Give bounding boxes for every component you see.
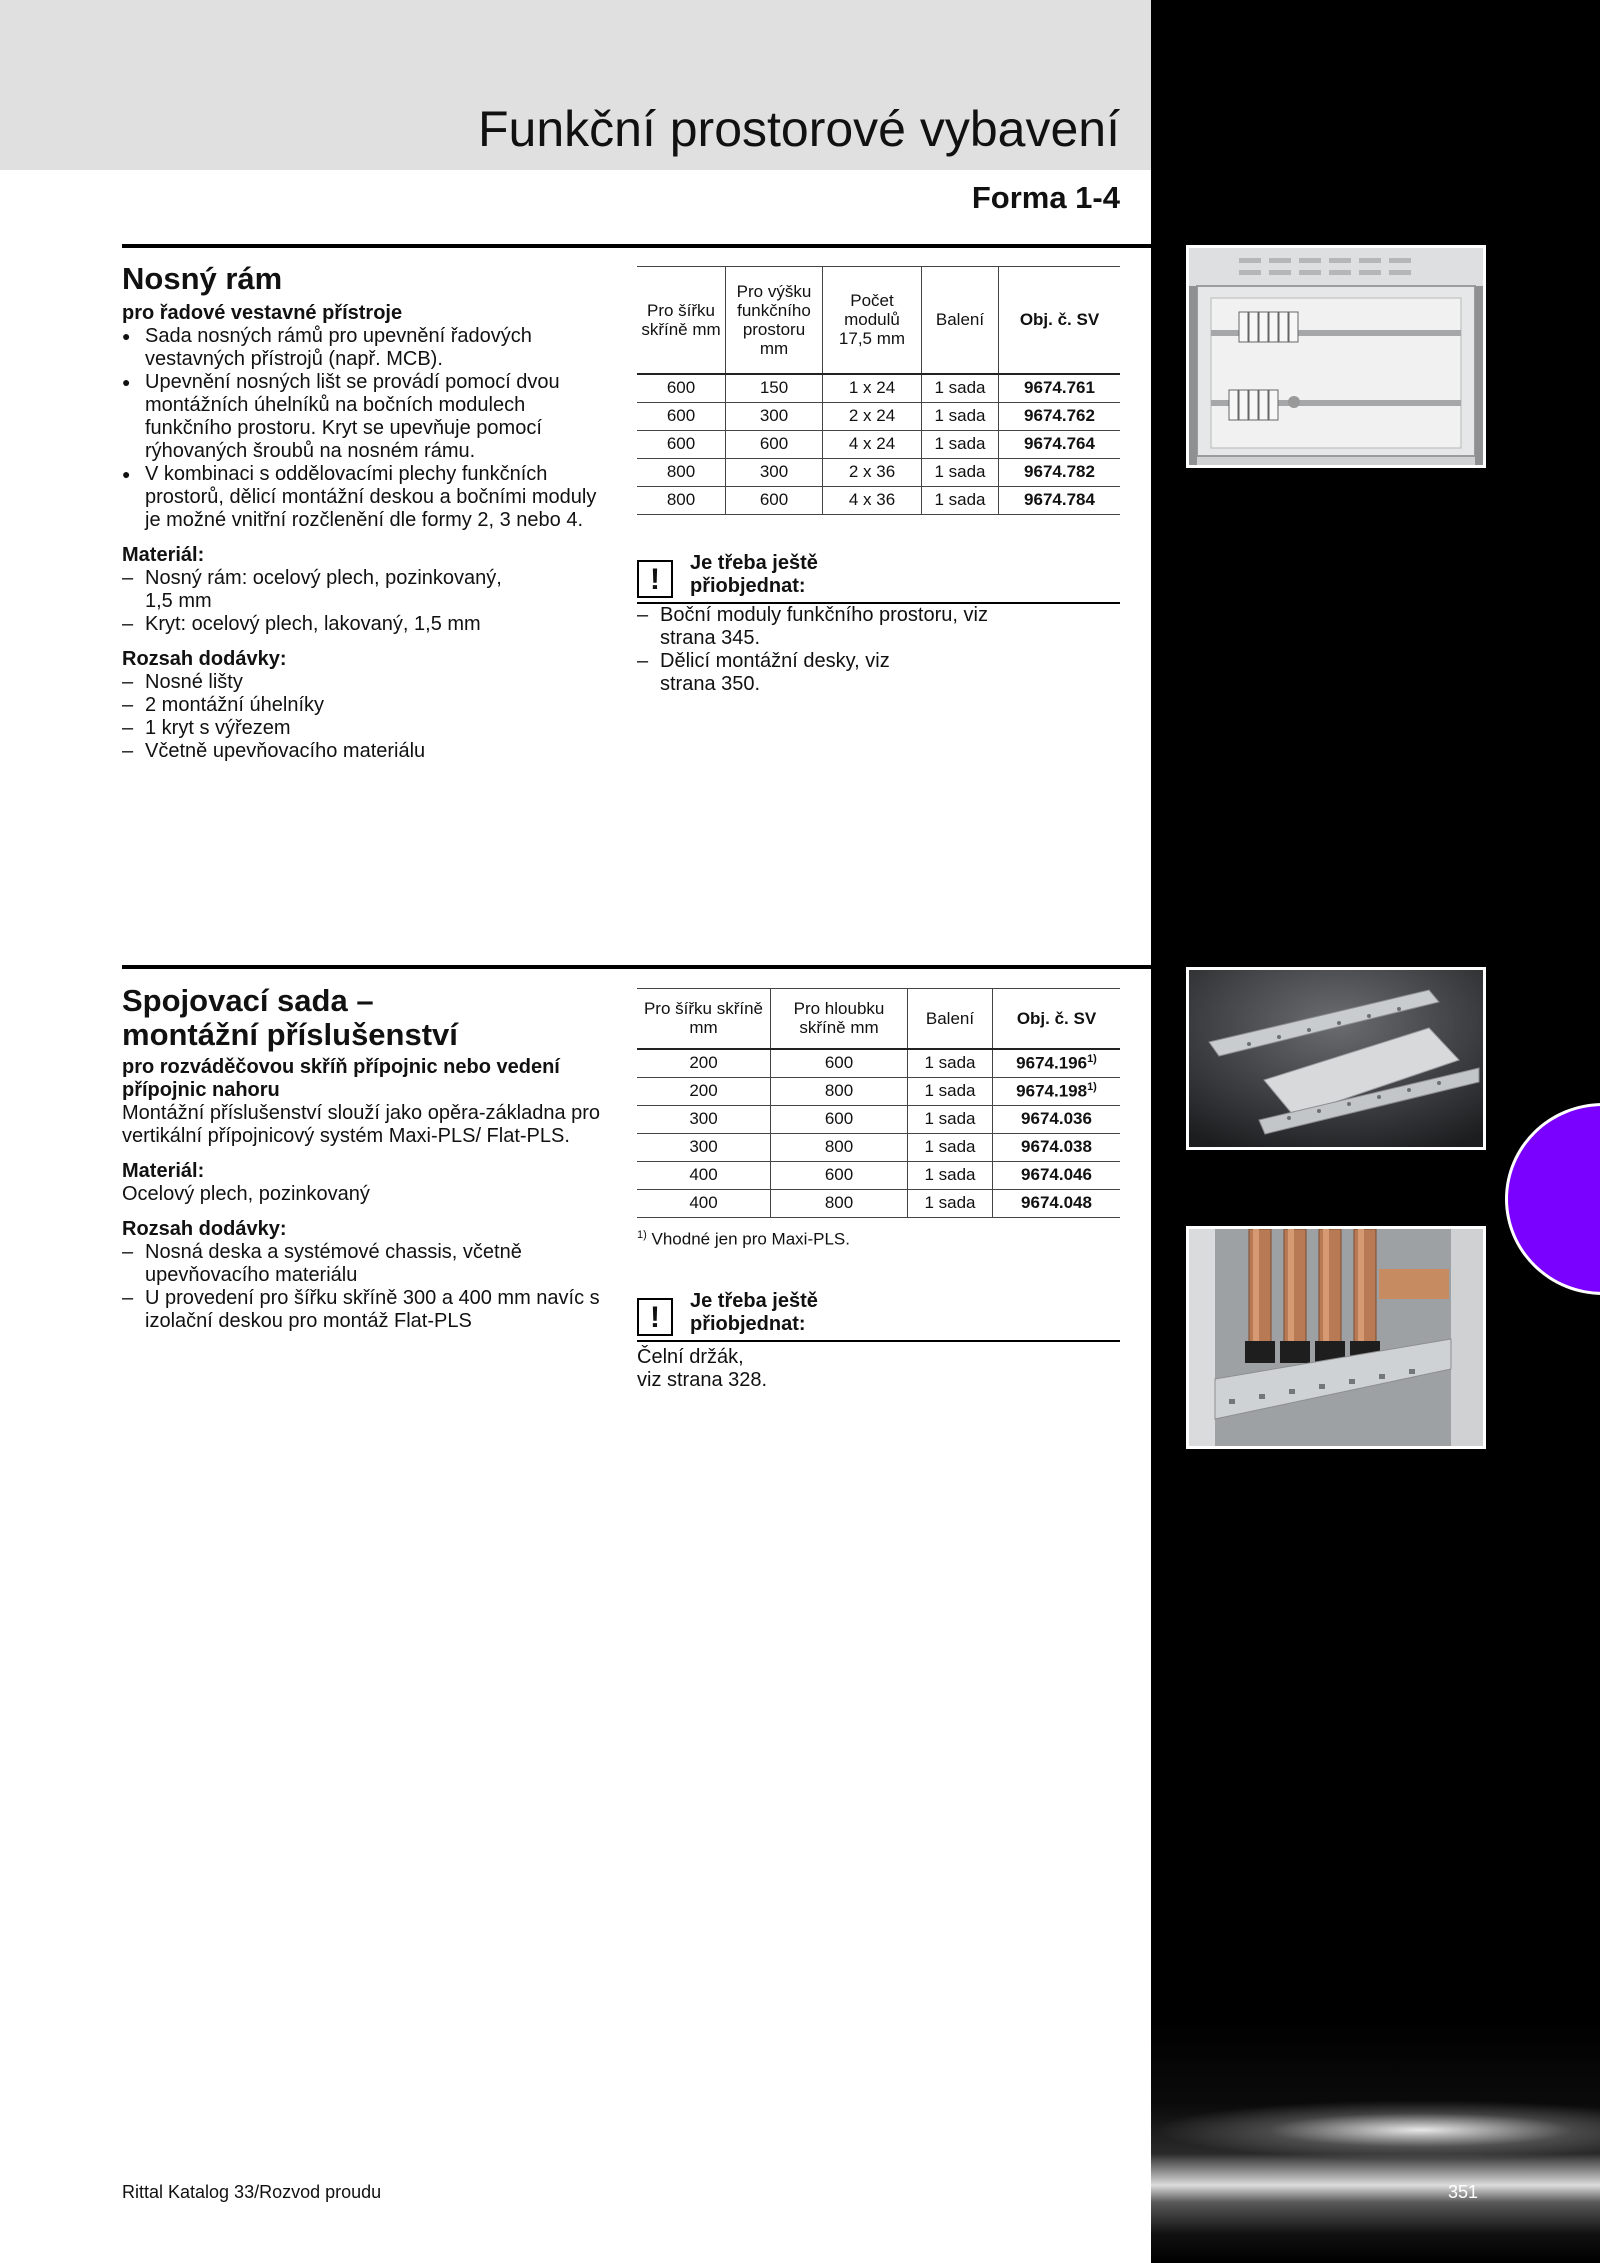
table-row [637,1105,1120,1133]
table-cell: 1 sada [908,1105,993,1133]
support-frame-illustration [1189,248,1483,465]
table-cell: 400 [637,1189,771,1217]
table-cell: 800 [771,1077,908,1105]
column-header: Pro hloubku skříně mm [771,989,908,1049]
section-title: Spojovací sada – montážní příslušenství [122,983,458,1052]
table-footnote: $^{1)}$ Vhodné jen pro Maxi-PLS. [637,1229,850,1249]
table-row [637,1189,1120,1217]
table-row [637,458,1120,486]
footer-catalog-name: Rittal Katalog 33/Rozvod proudu [122,2182,382,2202]
page-subtitle: Forma 1-4 [971,180,1120,215]
order-number: 9674.196$^{1)}$ [993,1049,1121,1078]
order-note [637,552,1120,696]
scope-item: – 2 montážní úhelníky [122,694,612,717]
order-number: 9674.036 [993,1105,1121,1133]
section-subtitle: pro řadové vestavné přístroje [122,302,403,324]
scope-item: – Včetně upevňovacího materiálu [122,740,612,763]
table-cell: 2 x 24 [823,402,922,430]
section-title: Nosný rám [122,261,283,296]
table-cell: 600 [726,430,823,458]
table-row [637,374,1120,403]
column-header: Pro šířku skříně mm [637,267,726,374]
table-cell: 300 [726,402,823,430]
product-photo-support-frame [1186,245,1486,468]
note-title: Je třeba ještě přiobjednat: [690,552,818,597]
order-number: 9674.764 [999,430,1121,458]
note-item[interactable]: – Boční moduly funkčního prostoru, viz strana 345. [637,604,1017,650]
product-table [637,988,1120,1218]
order-number: 9674.046 [993,1161,1121,1189]
table-cell: 2 x 36 [823,458,922,486]
scope-item: – U provedení pro šířku skříně 300 a 400 mm navíc s izolační deskou pro montáž Flat-PLS [122,1287,605,1333]
order-number: 9674.038 [993,1133,1121,1161]
exclamation-icon: ! [637,560,673,598]
table-cell: 200 [637,1049,771,1078]
table-row [637,1133,1120,1161]
page-number: 351 [1448,2182,1479,2202]
scope-label: Rozsah dodávky: [122,648,287,670]
table-cell: 600 [637,402,726,430]
material-item: – Kryt: ocelový plech, lakovaný, 1,5 mm [122,613,612,636]
product-photo-busbar-system [1186,1226,1486,1449]
scope-item: – 1 kryt s výřezem [122,717,612,740]
table-cell: 300 [637,1133,771,1161]
scope-item: – Nosné lišty [122,671,612,694]
table-cell: 1 sada [908,1077,993,1105]
table-cell: 1 sada [922,486,999,514]
table-cell: 800 [637,486,726,514]
footnote-marker: 1) [1087,1052,1097,1065]
table-cell: 300 [637,1105,771,1133]
table-cell: 600 [637,374,726,403]
section-divider [122,244,1151,248]
column-header: Obj. č. SV [999,267,1121,374]
table-cell: 1 sada [922,430,999,458]
table-cell: 600 [771,1049,908,1078]
table-cell: 200 [637,1077,771,1105]
table-row [637,1161,1120,1189]
feature-item: ● Sada nosných rámů pro upevnění řadových vestavných přístrojů (např. MCB). [122,325,612,371]
note-title: Je třeba ještě přiobjednat: [690,1290,818,1335]
table-row [637,1077,1120,1105]
order-note [637,1290,1120,1392]
light-glow-decoration [1151,2100,1600,2160]
column-header: Balení [908,989,993,1049]
table-cell: 1 sada [922,458,999,486]
table-cell: 4 x 36 [823,486,922,514]
scope-item: – Nosná deska a systémové chassis, včetně upevňovacího materiálu [122,1241,585,1287]
note-text[interactable]: Čelní držák, viz strana 328. [637,1346,768,1391]
exclamation-icon: ! [637,1298,673,1336]
table-cell: 1 sada [908,1189,993,1217]
table-cell: 600 [637,430,726,458]
busbar-system-illustration [1189,1229,1483,1446]
order-number: 9674.782 [999,458,1121,486]
table-cell: 1 sada [922,374,999,403]
table-row [637,486,1120,514]
order-number: 9674.784 [999,486,1121,514]
material-item: – Nosný rám: ocelový plech, pozinkovaný, 1,5 mm [122,567,535,613]
table-cell: 1 sada [922,402,999,430]
material-text: Ocelový plech, pozinkovaný [122,1183,370,1205]
mounting-rails-illustration [1189,970,1483,1147]
footnote-marker: 1) [1087,1080,1097,1093]
column-header: Obj. č. SV [993,989,1121,1049]
page-title: Funkční prostorové vybavení [478,101,1120,157]
order-number: 9674.048 [993,1189,1121,1217]
order-number: 9674.762 [999,402,1121,430]
table-cell: 800 [637,458,726,486]
product-photo-mounting-rails [1186,967,1486,1150]
feature-list [122,325,612,532]
table-cell: 1 sada [908,1161,993,1189]
column-header: Počet modulů 17,5 mm [823,267,922,374]
table-cell: 800 [771,1133,908,1161]
table-cell: 600 [726,486,823,514]
material-list [122,567,612,636]
table-cell: 400 [637,1161,771,1189]
table-row [637,402,1120,430]
table-cell: 1 sada [908,1133,993,1161]
product-table [637,266,1120,515]
table-cell: 1 x 24 [823,374,922,403]
section-divider [122,965,1151,969]
column-header: Balení [922,267,999,374]
column-header: Pro výšku funkčního prostoru mm [726,267,823,374]
table-row [637,430,1120,458]
table-cell: 150 [726,374,823,403]
table-cell: 4 x 24 [823,430,922,458]
section-description [122,1056,612,1333]
order-number: 9674.761 [999,374,1121,403]
feature-item: ● V kombinaci s oddělovacími plechy funkčních prostorů, dělicí montážní deskou a bočními moduly je možné vnitřní rozčlenění dle formy 2, 3 nebo 4. [122,463,612,532]
table-row [637,1049,1120,1078]
scope-label: Rozsah dodávky: [122,1218,287,1240]
material-label: Materiál: [122,544,205,566]
table-cell: 600 [771,1161,908,1189]
section-text: Montážní příslušenství slouží jako opěra-základna pro vertikální přípojnicový systém Maxi-PLS/ Flat-PLS. [122,1102,601,1147]
order-number: 9674.198$^{1)}$ [993,1077,1121,1105]
column-header: Pro šířku skříně mm [637,989,771,1049]
scope-list [122,1241,612,1333]
section-subtitle: pro rozváděčovou skříň přípojnic nebo vedení přípojnic nahoru [122,1056,560,1101]
section-description [122,302,612,763]
material-label: Materiál: [122,1160,205,1182]
feature-item: ● Upevnění nosných lišt se provádí pomocí dvou montážních úhelníků na bočních modulech funkčního prostoru. Kryt se upevňuje pomocí rýhovaných šroubů na nosném rámu. [122,371,612,463]
table-cell: 1 sada [908,1049,993,1078]
note-list [637,604,1017,696]
scope-list [122,671,612,763]
table-cell: 300 [726,458,823,486]
table-cell: 800 [771,1189,908,1217]
note-item[interactable]: – Dělicí montážní desky, viz strana 350. [637,650,910,696]
table-cell: 600 [771,1105,908,1133]
